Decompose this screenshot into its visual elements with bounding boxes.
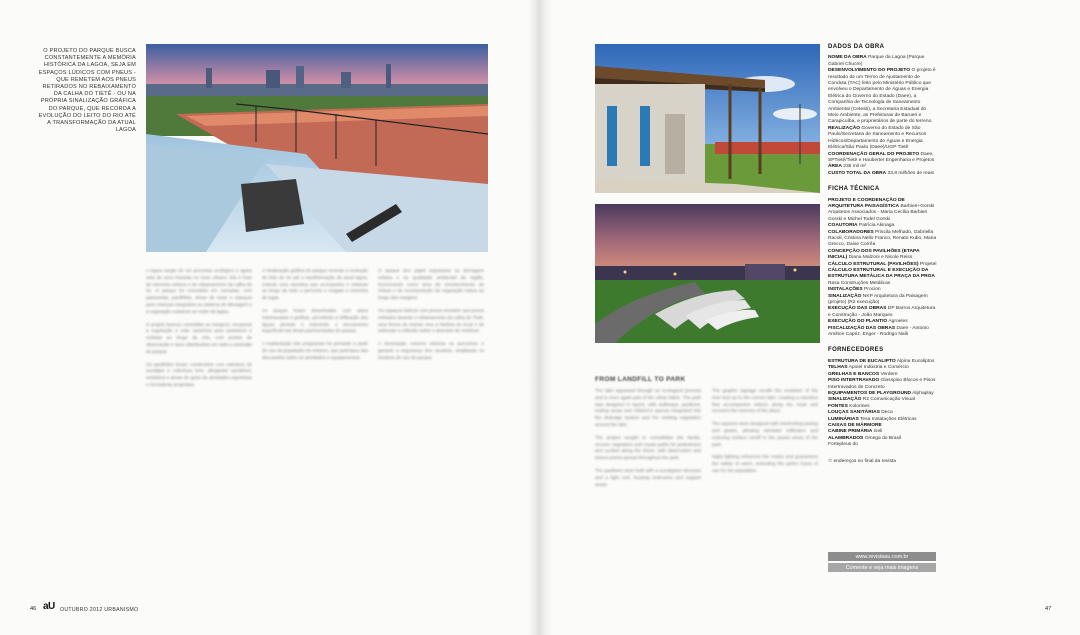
credit-item: COAUTORIA Patrícia Akinaga: [828, 223, 895, 229]
credit-item: PROJETO E COORDENAÇÃO DE ARQUITETURA PAISAGÍSTICA Barbieri+Gorski Arquitetos Associados - Maria Cecília Barbieri Gorski e Michel Todel Gorski: [828, 197, 935, 222]
credit-item: ALAMBRADOS Omega do Brasil: [828, 435, 902, 441]
credit-item: CAIXAS DE MÁRMORE: [828, 422, 882, 428]
credit-item: REALIZAÇÃO Governo do Estado de São Paulo/Secretaria de Saneamento e Recursos Hídricos/Departamento de Águas e Energia Elétrica/São Paulo (Daee)/UGP Tietê: [828, 125, 927, 151]
credit-item: LOUÇAS SANITÁRIAS Deca: [828, 410, 893, 416]
right-page-number: 47: [1045, 606, 1052, 612]
amphitheater-night-photo: [595, 204, 820, 343]
credit-item: PISO INTERTRAVADO Glasspiso Blocos e Pisos Intertravados de Concreto: [828, 378, 936, 390]
website-link[interactable]: www.revistaau.com.br: [828, 552, 936, 561]
credit-item: CUSTO TOTAL DA OBRA 33,8 milhões de reais: [828, 170, 935, 176]
credit-item: ÁREA 235 mil m²: [828, 164, 867, 170]
credit-item: SINALIZAÇÃO R2 Comunicação Visual: [828, 397, 915, 403]
credit-item: LUMINÁRIAS Tesa Instalações Elétricas: [828, 416, 917, 422]
ficha-tecnica: [828, 186, 938, 338]
dados-title: DADOS DA OBRA: [828, 44, 885, 50]
park-dusk-photo: [146, 44, 488, 252]
credit-item: CABINE PRIMÁRIA Geli: [828, 429, 883, 435]
pavilion-photo: [595, 44, 820, 193]
credit-item: EQUIPAMENTOS DE PLAYGROUND Alphaplay: [828, 390, 934, 396]
credit-item: NOME DA OBRA Parque da Lagoa (Parque Gabriel Chucre): [828, 55, 925, 67]
dados-da-obra: [828, 44, 938, 177]
credits-panel: [828, 44, 938, 465]
credit-item: INSTALAÇÕES Procion: [828, 287, 881, 293]
section-heading: FROM LANDFILL TO PARK: [595, 376, 686, 383]
credit-item: CONCEPÇÃO DOS PAVILHÕES (ETAPA INICIAL) Diana Malzoni e Nicole Reiss: [828, 248, 920, 261]
credit-item: ESTRUTURA DE EUCALIPTO Alpina Eucaliptos: [828, 358, 935, 364]
credit-item: Fortepleus do: [828, 442, 858, 448]
fornecedores: [828, 347, 938, 448]
credit-item: EXECUÇÃO DAS OBRAS DP Barros Arquitetura e Construção - João Marques: [828, 306, 936, 318]
credit-item: TELHAS Apoiel Indústria e Comércio: [828, 365, 909, 371]
credit-item: SINALIZAÇÃO NKP Arquitetura da Paisagem (projeto) (R2 execução): [828, 293, 928, 306]
article-column-5: The graphic signage recalls the evolution of the river bed up to the current lake, creating a narrative that accompanies visitors along the route and recovers the memory of the place. The squares were designed with interlocking paving and grates, allowing rainwater infiltration and reducing surface runoff in the paved areas of the park. Night lighting enhances the routes and guarantees the safety of users, extending the park's hours of use for the population.: [712, 388, 818, 473]
credit-item: COLABORADORES Priscila Melhado, Gabriella Racoli, Cristina Nello Franco, Renato Kubo, Maria Grecco, Daise Corrêa: [828, 229, 937, 248]
left-page-number: 46: [30, 606, 37, 612]
addresses-note: ✩ endereços no final da revista: [828, 458, 896, 464]
ficha-title: FICHA TÉCNICA: [828, 186, 880, 193]
credit-item: CÁLCULO ESTRUTURAL E EXECUÇÃO DA ESTRUTURA METÁLICA DA PRAÇA DA PROA Rasa Construções Metálicas: [828, 268, 935, 286]
fornecedores-title: FORNECEDORES: [828, 347, 884, 354]
article-column-4: The lake appeared through an ecological process and is once again part of the urban fabric. The park was designed in layers, with walkways, pavilions, resting areas and children's spaces integrated into the drainage system and the existing vegetation around the lake. The project sought to consolidate the banks, recover vegetation and create paths for pedestrians and cyclists along the shore, with observation and leisure points spread throughout the park. The pavilions were built with a eucalyptus structure and a light roof, housing restrooms and support areas.: [595, 388, 701, 487]
magazine-logo: aU: [43, 601, 55, 612]
credit-item: FONTES Kolorines: [828, 403, 870, 409]
article-column-1: A lagoa surgiu de um processo ecológico e agora está de novo inserida no meio urbano. Ela é fruto de memória urbana e do rebaixamento da calha do rio. O parque foi concebido em camadas, com passarelas, pavilhões, áreas de estar e espaços para crianças integrados ao sistema de drenagem e à vegetação existente ao redor da lagoa. O projeto buscou consolidar as margens, recuperar a vegetação e criar caminhos para pedestres e ciclistas ao longo da orla, com pontos de observação e lazer distribuídos em toda a extensão do parque. Os pavilhões foram construídos com estrutura de eucalipto e cobertura leve, abrigando sanitários, vestiários e áreas de apoio às atividades esportivas e recreativas propostas.: [146, 268, 252, 387]
folio-section: OUTUBRO 2012 URBANISMO: [60, 607, 139, 613]
credit-item: CÁLCULO ESTRUTURAL (PAVILHÕES) Projetel: [828, 261, 937, 267]
photo-caption: O PROJETO DO PARQUE BUSCA CONSTANTEMENTE A MEMÓRIA HISTÓRICA DA LAGOA, SEJA EM ESPAÇOS LÚDICOS COM PNEUS - QUE REMETEM AOS PNEUS RETIRADOS NO REBAIXAMENTO DA CALHA DO TIETÊ - OU NA PRÓPRIA SINALIZAÇÃO GRÁFICA DO PARQUE, QUE RECORDA A EVOLUÇÃO DO LEITO DO RIO ATÉ A TRANSFORMAÇÃO DA ATUAL LAGOA: [38, 48, 136, 134]
credit-item: COORDENAÇÃO GERAL DO PROJETO Daee, SPTietê/Tietê e Hauberter Engenharia e Projetos: [828, 151, 935, 163]
article-column-2: A sinalização gráfica do parque recorda a evolução do leito do rio até a transformação da atual lagoa, criando uma narrativa que acompanha o visitante ao longo de todo o percurso e resgata a memória do lugar. As praças foram desenhadas com pisos intertravados e grelhas, permitindo a infiltração das águas pluviais e reduzindo o escoamento superficial nas áreas pavimentadas do parque. A implantação dos programas foi pensada a partir do uso da população do entorno, que participou das discussões sobre as atividades e equipamentos.: [262, 268, 368, 360]
credit-item: GRELHAS E BANCOS Verdere: [828, 371, 898, 377]
comment-link[interactable]: Comente e veja mais imagens: [828, 563, 936, 572]
article-column-3: O parque tem papel importante na drenagem urbana e na qualidade ambiental da região, funcionando como área de amortecimento de cheias e de recomposição da vegetação nativa ao longo das margens. Os espaços lúdicos com pneus remetem aos pneus retirados durante o rebaixamento da calha do Tietê, uma forma de manter viva a história do local e de estimular a reflexão sobre o descarte de resíduos. A iluminação noturna valoriza os percursos e garante a segurança dos usuários, ampliando os horários de uso do parque.: [378, 268, 484, 360]
right-page: [540, 0, 1080, 635]
credit-item: EXECUÇÃO DO PLANTIO Agroeles: [828, 319, 908, 325]
credit-item: FISCALIZAÇÃO DAS OBRAS Daee - Antonio Amilton Capriz. Enger - Rodrigo Nalli: [828, 325, 929, 338]
credit-item: DESENVOLVIMENTO DO PROJETO O projeto é resultado de um Termo de Ajustamento de Conduta (TAC) feito pelo Ministério Público que envolveu o Departamento de Águas e Energia Elétrica do Governo do Estado (Daee), a Companhia de Tecnologia de Saneamento Ambiental (Cetesb), a Secretaria Estadual do Meio Ambiente, as Prefeituras de Barueri e Carapicuíba, e proprietários de parte do terreno.: [828, 68, 936, 125]
star-icon: ✩: [828, 458, 833, 464]
